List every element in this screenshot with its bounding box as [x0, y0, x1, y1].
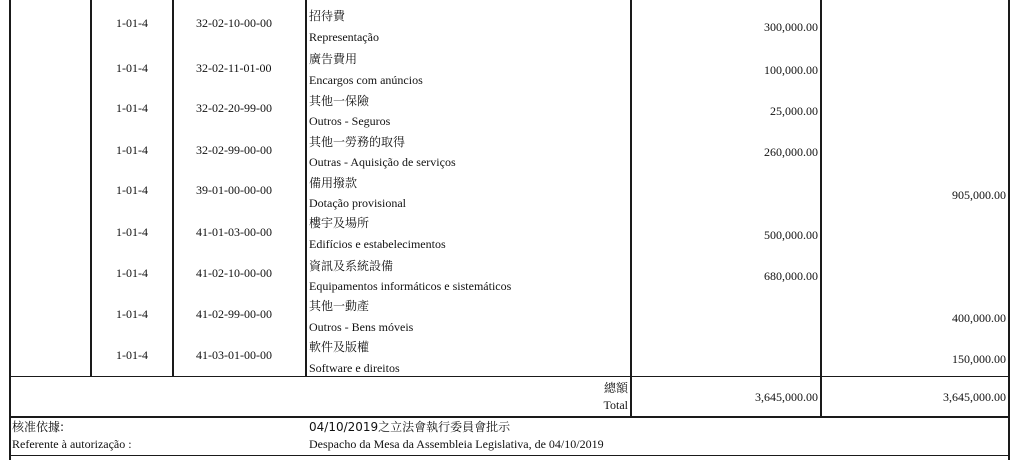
authorization-value-pt: Despacho da Mesa da Assembleia Legislativa, de 04/10/2019	[309, 437, 604, 451]
table-row	[0, 47, 1015, 88]
economic-code: 32-02-20-99-00	[196, 101, 272, 115]
authorization-label-zh: 核准依據:	[12, 420, 65, 434]
org-code: 1-01-4	[116, 307, 148, 321]
item-name-pt: Software e direitos	[309, 361, 400, 375]
reinforce-amount: 25,000.00	[770, 104, 818, 118]
org-code: 1-01-4	[116, 225, 148, 239]
org-code: 1-01-4	[116, 61, 148, 75]
item-name-zh: 資訊及系統設備	[309, 259, 394, 273]
table-row	[0, 334, 1015, 375]
table-row	[0, 88, 1015, 129]
total-cut-amount: 3,645,000.00	[943, 390, 1006, 404]
item-name-zh: 其他一勞務的取得	[309, 135, 406, 149]
table-row	[0, 252, 1015, 293]
economic-code: 41-02-99-00-00	[196, 307, 272, 321]
economic-code: 32-02-99-00-00	[196, 143, 272, 157]
grid-line	[9, 455, 1010, 456]
item-name-zh: 樓宇及場所	[309, 216, 370, 230]
item-name-pt: Equipamentos informáticos e sistemáticos	[309, 279, 512, 293]
reinforce-amount: 100,000.00	[764, 63, 818, 77]
item-name-zh: 備用撥款	[309, 176, 358, 190]
item-name-zh: 其他一保險	[309, 94, 370, 108]
item-name-pt: Edifícios e estabelecimentos	[309, 237, 446, 251]
economic-code: 32-02-10-00-00	[196, 16, 272, 30]
reinforce-amount: 500,000.00	[764, 228, 818, 242]
org-code: 1-01-4	[116, 183, 148, 197]
economic-code: 41-01-03-00-00	[196, 225, 272, 239]
cut-amount: 905,000.00	[952, 188, 1006, 202]
table-row	[0, 170, 1015, 211]
total-label-zh: 總額	[603, 381, 628, 395]
item-name-zh: 其他一動產	[309, 299, 370, 313]
item-name-zh: 軟件及版權	[309, 340, 370, 354]
table-row	[0, 293, 1015, 334]
item-name-pt: Outros - Bens móveis	[309, 320, 414, 334]
item-name-zh: 招待費	[309, 9, 346, 23]
authorization-value-zh: 04/10/2019之立法會執行委員會批示	[309, 420, 511, 434]
item-name-zh: 廣告費用	[309, 52, 358, 66]
economic-code: 41-02-10-00-00	[196, 266, 272, 280]
item-name-pt: Outras - Aquisição de serviços	[309, 155, 456, 169]
reinforce-amount: 300,000.00	[764, 20, 818, 34]
item-name-pt: Dotação provisional	[309, 196, 406, 210]
org-code: 1-01-4	[116, 143, 148, 157]
reinforce-amount: 680,000.00	[764, 269, 818, 283]
total-reinforce-amount: 3,645,000.00	[755, 390, 818, 404]
table-row	[0, 129, 1015, 170]
grid-line	[9, 376, 1010, 377]
item-name-pt: Representação	[309, 30, 379, 44]
economic-code: 41-03-01-00-00	[196, 348, 272, 362]
grid-line	[9, 416, 1010, 418]
authorization-label-pt: Referente à autorização :	[12, 437, 132, 451]
reinforce-amount: 260,000.00	[764, 145, 818, 159]
economic-code: 39-01-00-00-00	[196, 183, 272, 197]
economic-code: 32-02-11-01-00	[196, 61, 272, 75]
total-label-pt: Total	[603, 398, 628, 412]
table-row	[0, 6, 1015, 47]
org-code: 1-01-4	[116, 101, 148, 115]
org-code: 1-01-4	[116, 348, 148, 362]
cut-amount: 150,000.00	[952, 352, 1006, 366]
org-code: 1-01-4	[116, 16, 148, 30]
table-row	[0, 211, 1015, 252]
org-code: 1-01-4	[116, 266, 148, 280]
item-name-pt: Outros - Seguros	[309, 114, 391, 128]
cut-amount: 400,000.00	[952, 311, 1006, 325]
item-name-pt: Encargos com anúncios	[309, 73, 423, 87]
